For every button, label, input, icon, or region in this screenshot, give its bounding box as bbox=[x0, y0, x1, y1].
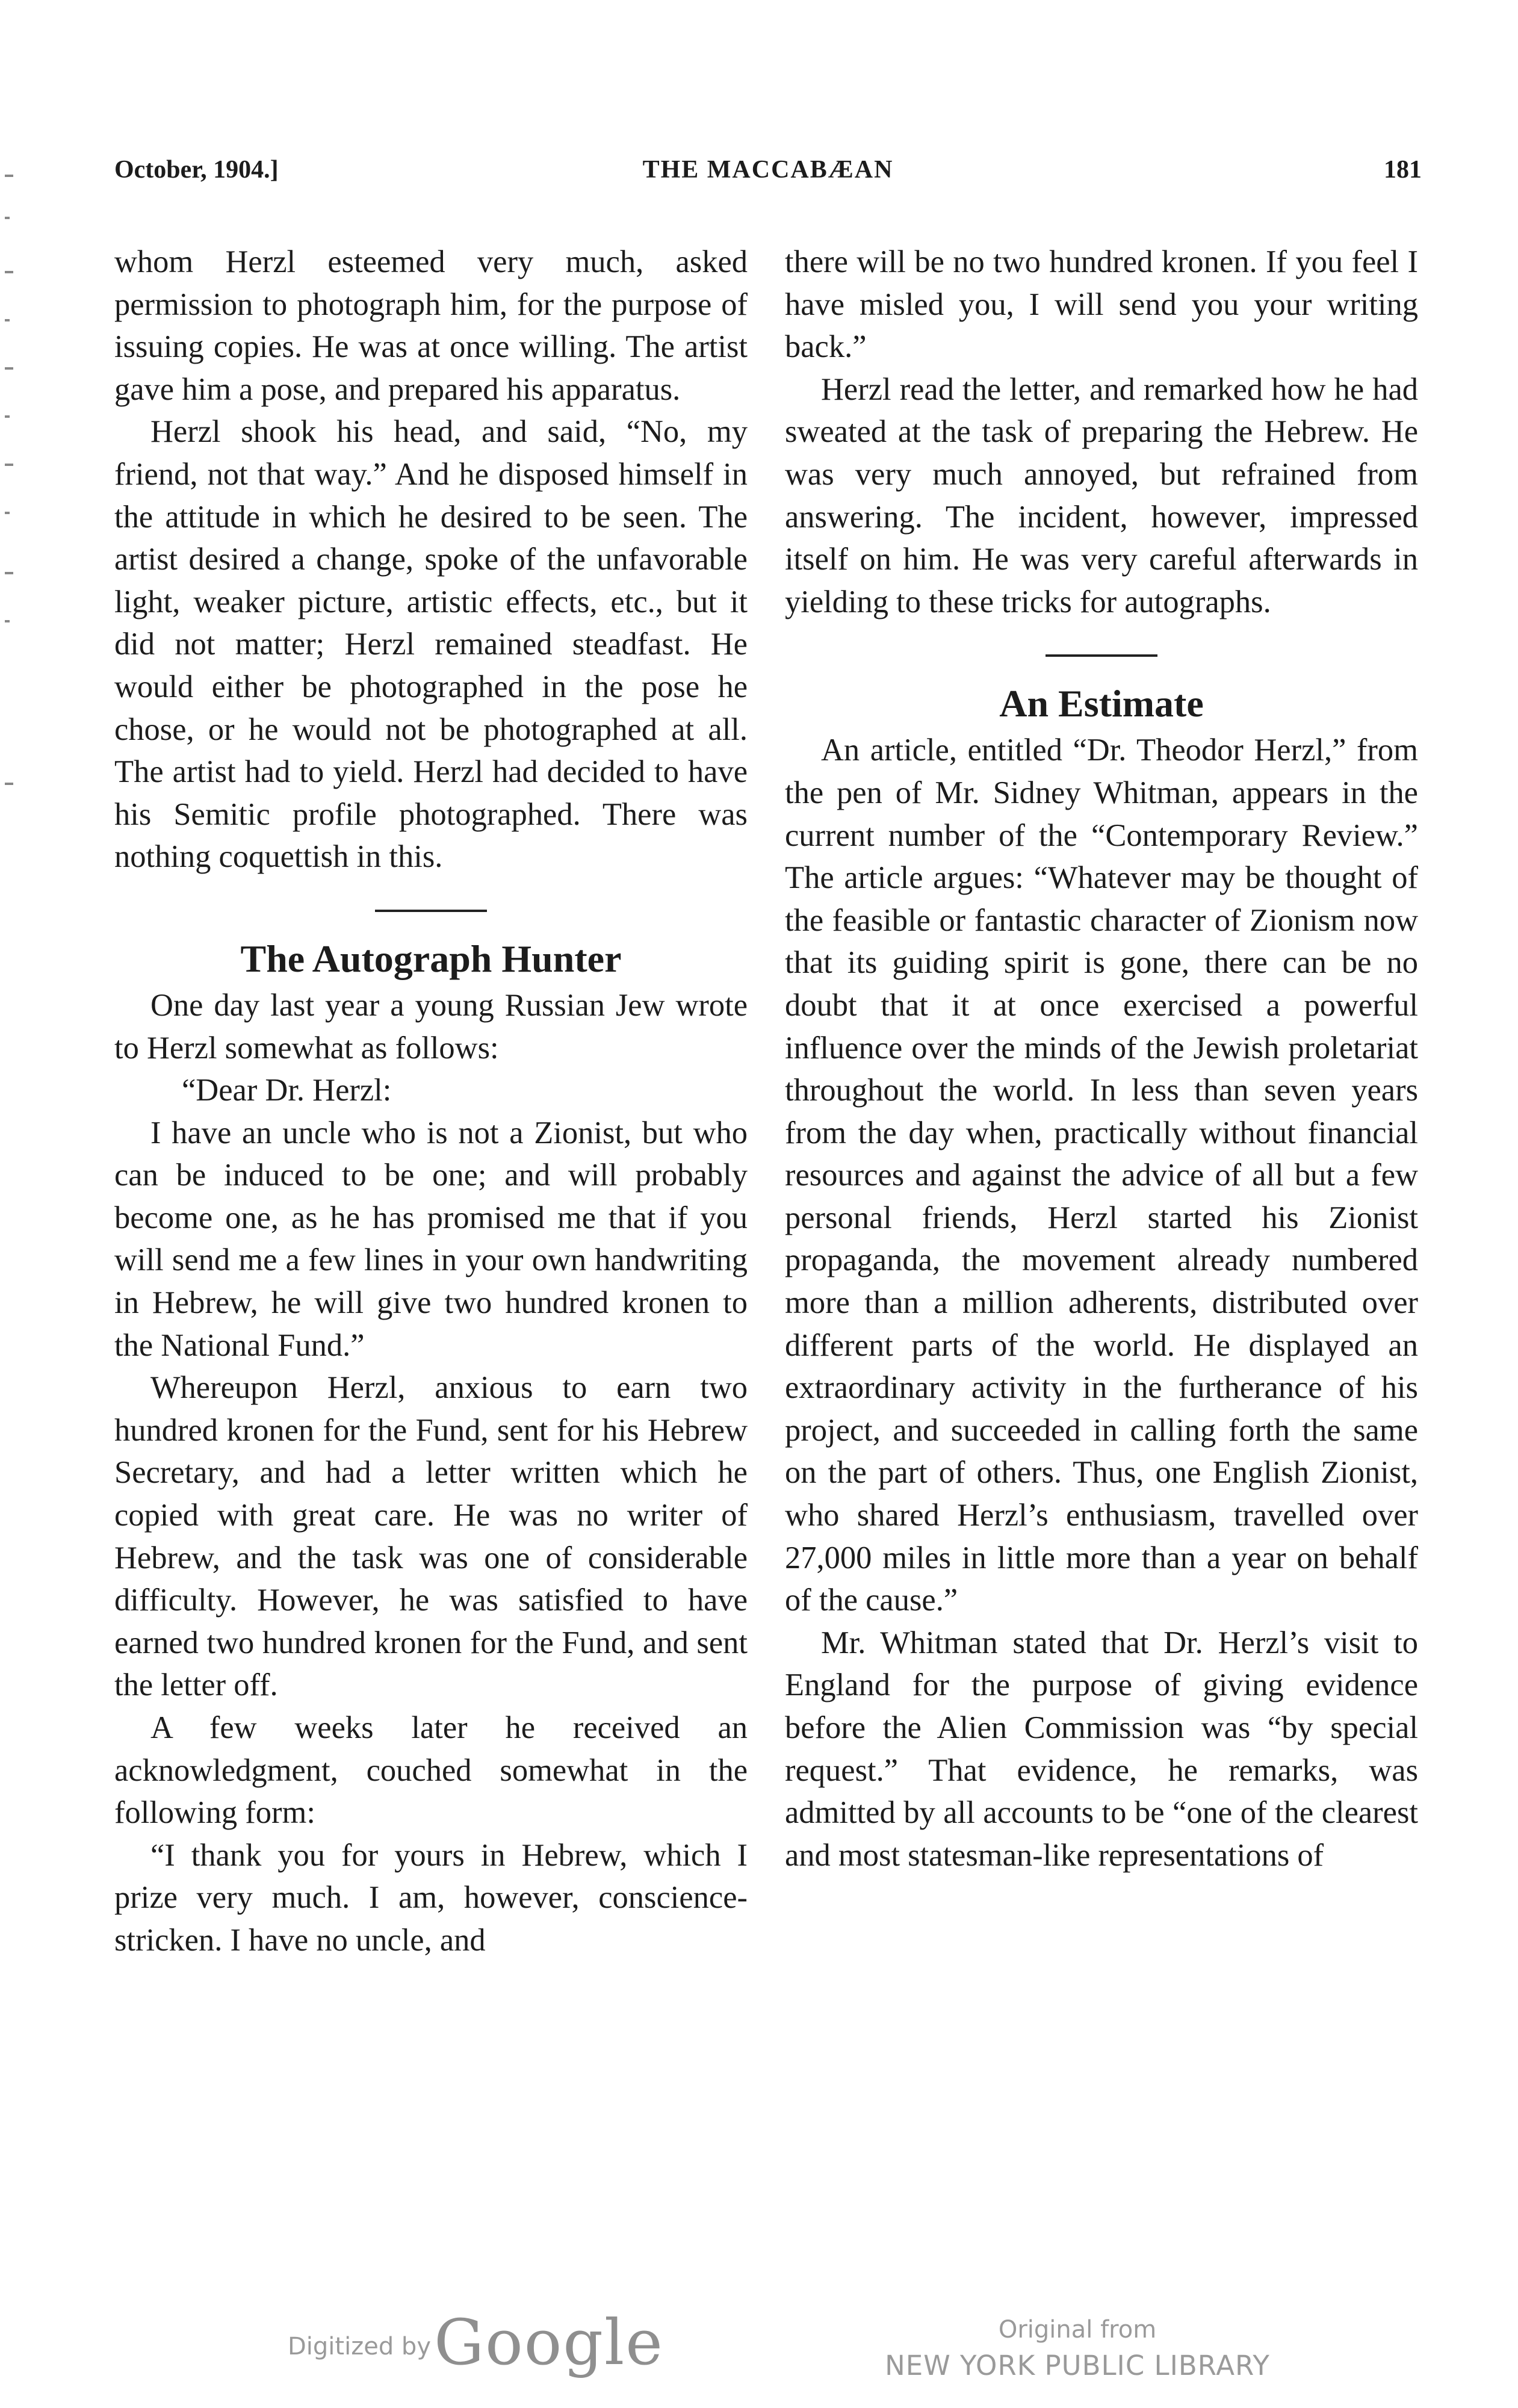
section-divider bbox=[1046, 654, 1157, 657]
page-number: 181 bbox=[1384, 156, 1422, 184]
original-from-label: Original from bbox=[998, 2316, 1157, 2344]
left-column bbox=[114, 241, 748, 1962]
margin-scan-marks bbox=[0, 150, 24, 813]
library-name: NEW YORK PUBLIC LIBRARY bbox=[885, 2350, 1270, 2382]
paragraph: there will be no two hundred kronen. If you feel I have misled you, I will send you your writing back.” bbox=[785, 244, 1418, 365]
paragraph: Mr. Whitman stated that Dr. Herzl’s visit to England for the purpose of giving evidence before the Alien Commission was “by special request.” That evidence, he remarks, was admitted by all accounts to be “one of the clearest and most statesman-like representations of bbox=[785, 1625, 1418, 1873]
digitized-by-google-watermark bbox=[288, 2306, 664, 2379]
section-heading: The Autograph Hunter bbox=[240, 937, 622, 980]
page-header bbox=[114, 155, 1422, 197]
paragraph: Herzl shook his head, and said, “No, my friend, not that way.” And he disposed himself in the attitude in which he desired to be seen. The artist desired a change, spoke of the unfavorable light, weaker picture, artistic effects, etc., but it did not matter; Herzl remained steadfast. He would either be photographed in the pose he chose, or he would not be photographed at all. The artist had to yield. Herzl had decided to have his Semitic profile photographed. There was nothing coquettish in this. bbox=[114, 414, 748, 875]
journal-title: THE MACCABÆAN bbox=[642, 156, 894, 184]
issue-date: October, 1904.] bbox=[114, 156, 279, 184]
google-logo: Google bbox=[434, 2306, 664, 2379]
section-heading: An Estimate bbox=[999, 682, 1204, 725]
right-column bbox=[785, 241, 1418, 1876]
paragraph: An article, entitled “Dr. Theodor Herzl,” from the pen of Mr. Sidney Whitman, appears in the current number of the “Contemporary Review.” The article argues: “Whatever may be thought of the feasible or fantastic character of Zionism now that its guiding spirit is gone, there can be no doubt that it at once exercised a powerful influence over the minds of the Jewish proletariat throughout the world. In less than seven years from the day when, practically without financial resources and against the advice of all but a few personal friends, Herzl started his Zionist propaganda, the movement already numbered more than a million adherents, distributed over different parts of the world. He displayed an extraordinary activity in the furtherance of his project, and succeeded in calling forth the same on the part of others. Thus, one English Zionist, who shared Herzl’s enthusiasm, travelled over 27,000 miles in little more than a year on behalf of the cause.” bbox=[785, 733, 1418, 1618]
paragraph: “I thank you for yours in Hebrew, which I prize very much. I am, however, conscience-stricken. I have no uncle, and bbox=[114, 1837, 748, 1958]
paragraph: Whereupon Herzl, anxious to earn two hundred kronen for the Fund, sent for his Hebrew Secretary, and had a letter written which he copied with great care. He was no writer of Hebrew, and the task was one of considerable difficulty. However, he was satisfied to have earned two hundred kronen for the Fund, and sent the letter off. bbox=[114, 1370, 748, 1703]
paragraph: A few weeks later he received an acknowledgment, couched somewhat in the following form: bbox=[114, 1710, 748, 1831]
digitized-by-label: Digitized by bbox=[288, 2333, 431, 2360]
paragraph: I have an uncle who is not a Zionist, but who can be induced to be one; and will probably become one, as he has promised me that if you will send me a few lines in your own handwriting in Hebrew, he will give two hundred kronen to the National Fund.” bbox=[114, 1115, 748, 1363]
paragraph: One day last year a young Russian Jew wrote to Herzl somewhat as follows: bbox=[114, 987, 748, 1066]
letter-salutation: “Dear Dr. Herzl: bbox=[182, 1073, 392, 1108]
section-divider bbox=[375, 910, 487, 912]
library-attribution bbox=[867, 2312, 1288, 2384]
paragraph: Herzl read the letter, and remarked how he had sweated at the task of preparing the Hebrew. He was very much annoyed, but refrained from answering. The incident, however, impressed itself on him. He was very careful afterwards in yielding to these tricks for autographs. bbox=[785, 371, 1418, 619]
paragraph: whom Herzl esteemed very much, asked permission to photograph him, for the purpose of issuing copies. He was at once willing. The artist gave him a pose, and prepared his apparatus. bbox=[114, 244, 748, 407]
